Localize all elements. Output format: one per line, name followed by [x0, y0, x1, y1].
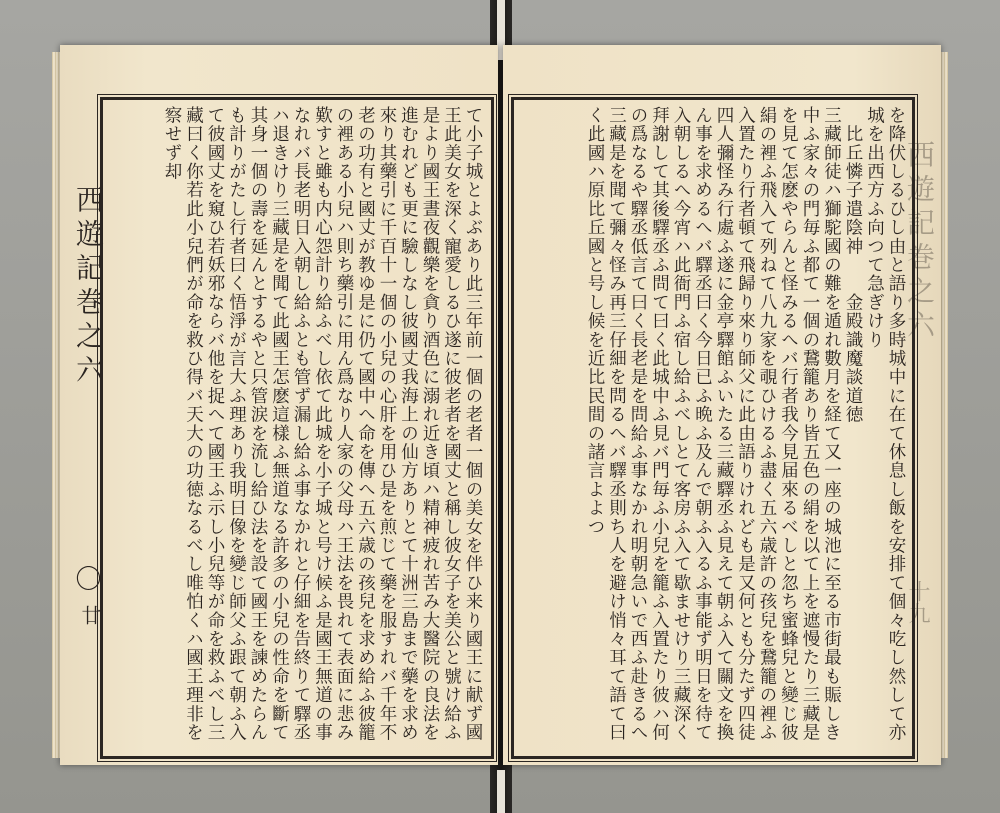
right-text-frame	[511, 97, 915, 759]
left-folio-mark: 〇	[71, 565, 101, 591]
left-body-text: て小子城とよぶあり此三年前一個の老者一個の美女を伴ひ来り國王に献ず國王此美女を深く寵愛しるひ遂に彼老者を國丈と稱し彼女子を美公と號け給ふ是より國王晝夜觀樂を貪り酒色に溺れ近き頃ハ精神疲れ苦み大醫院の良法を進むれども更に驗しなし彼國丈我海上の仙方ありとて十洲三島まで藥を求め來り其藥引に千百十一個の小兒の心肝を用ひ是を煎じて藥を服すれバ千年不老の功有と國丈が教ゆ是に仍て國中へ命を傳へ五六歳の孩兒を求め給ふ彼籠の裡ある小兒ハ則ち藥引に用ん爲なり人家の父母ハ王法を畏れて表面に悲み歎すと雖も内心怨計り給ふべし依て此城を小子城と号け候ふ是國王無道の事なれバ長老明日入朝し給ふとも管ず漏し給ふ事なかれと仔細を告終りて驛丞ハ退きけり三藏是を聞て此國王怎麽這樣ふ無道なる許多の小兒の性命を斷て其身一個の壽を延んとするやと只管涙を流し給ひ法を設て國王を諫めたらんも計りがたし行者曰く悟淨が言大ふ理あり我明日像を變じ師父ふ跟て朝ふ入て彼國丈を窺ひ若妖邪ならバ他を捉へて國王ふ示し小兒等が命を救ふべし三藏曰く你若此小兒們が命を救ひ得バ天大の功徳なるべし唯怕くハ國王理非を察せず却	[162, 106, 483, 742]
left-page-number: 廿	[78, 605, 102, 625]
right-page	[503, 45, 941, 765]
right-body-text: を降伏しるひし由と語り多時城中に在て休息し飯を安排て個々吃し然して亦城を出西方ふ向つて急ぎけり 比丘憐子遣陰神 金殿識魔談道徳 三藏師徒ハ獅駝國の難を遁れ數月を経て又一座の城池に至る市街最も賑しき中ふ家々の門毎ふ都て一個の鵞籠あり皆五色の絹を以て上を遮慢たり三藏是を見て怎麽やらんと怪みるへバ行者我今見届來るべしと忽ち蜜蜂兒と變じ彼絹の裡ふ飛入て列ねて八九家を覗ひけるふ盡く五六歳許の孩兒を鵞籠の裡ふ入置たり行者頓て飛歸り來り師父に此由語りけれども是又何とも分たず四徒四人彌怪み行處ふ遂に金亭驛館ふいたる三藏驛丞ふ見えて朝ふ入て關文を換ん事を求めるへバ驛丞曰く今日已ふ晩ふ及んで朝ふ入るふ事能ず明日を待て入朝しるへ今宵ハ此衙門ふ宿し給ふべしとて客房ふ入て歇ませけり三藏深く拜謝して其後驛丞ふ問て曰く此城中ふ見バ門毎ふ小兒を籠ふ入置たり彼ハ何の爲なるや驛丞低言て曰く長老是を問給ふ事なかれ明朝急いで西ふ赴きるへ三藏是を聞て彌々怪み再三仔細を問るへバ驛丞則ち人を避け悄々耳て語て曰く此國ハ原比丘國と号し候を近比民間の諸言よよつ	[585, 106, 906, 742]
left-text-frame	[100, 97, 494, 759]
left-page	[60, 45, 498, 765]
left-margin-title: 西遊記巻之六	[72, 185, 105, 389]
right-ghost-title: 西遊記巻之六	[903, 140, 936, 344]
right-ghost-page-number: 十九	[905, 580, 930, 624]
spine-bottom	[497, 770, 505, 813]
